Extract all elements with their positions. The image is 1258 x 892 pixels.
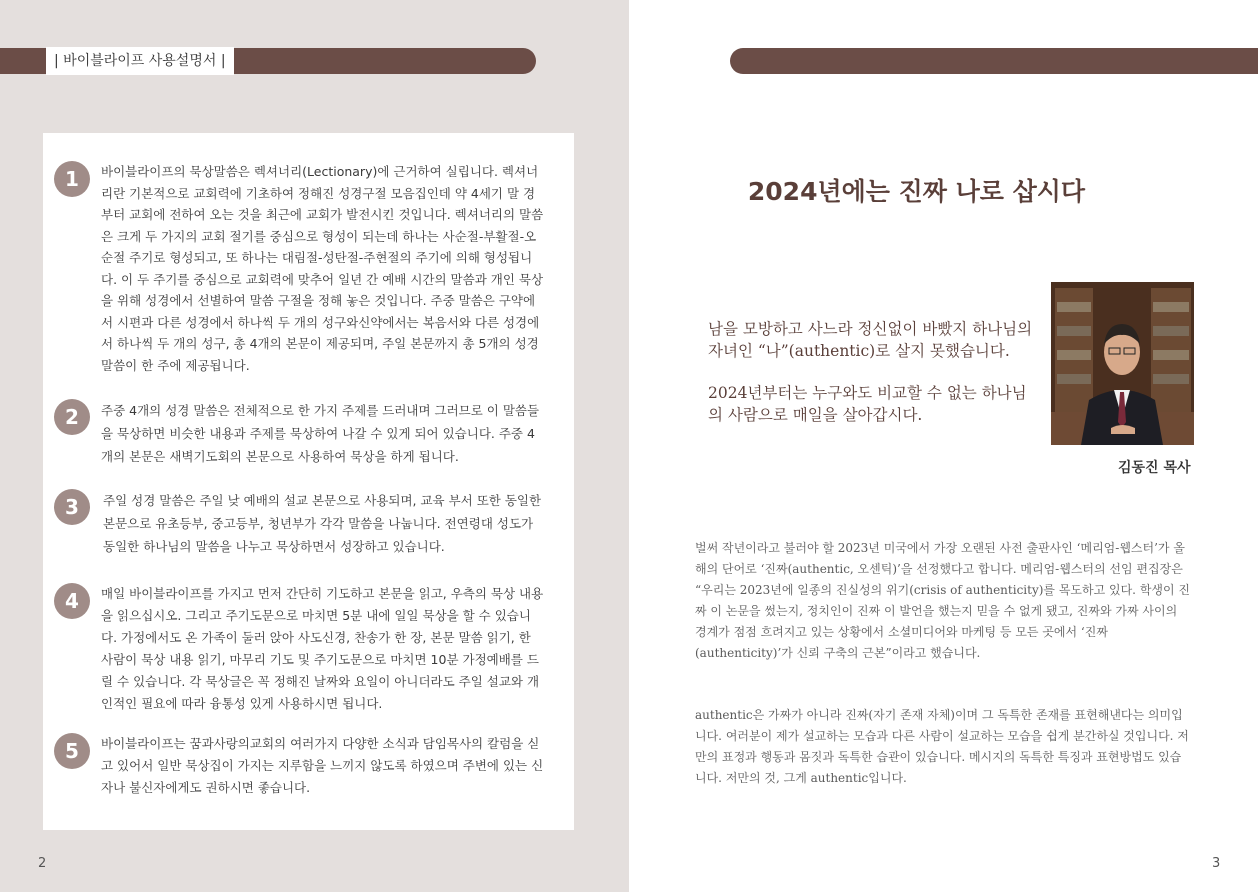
pastor-portrait-image — [1051, 282, 1194, 445]
pull-quote — [708, 318, 1038, 446]
guide-item-text: 바이블라이프의 묵상말씀은 렉셔너리(Lectionary)에 근거하여 실립니다. 렉셔너리란 기본적으로 교회력에 기초하여 정해진 성경구절 모음집인데 약 4세기 말 경부터 교회에 전하여 오는 것을 최근에 교회가 발전시킨 것입니다. 렉셔너리의 말씀은 크게 두 가지의 교회 절기를 중심으로 형성이 되는데 하나는 사순절-부활절-오순절 주기로 형성되고, 또 하나는 대림절-성탄절-주현절의 주기에 의해 형성됩니다. 이 두 주기를 중심으로 교회력에 맞추어 일년 간 예배 시간의 말씀과 개인 묵상을 위해 성경에서 선별하여 말씀 구절을 정해 놓은 것입니다. 주중 말씀은 구약에서 시편과 다른 성경에서 하나씩 두 개의 성구와신약에서는 복음서와 다른 성경에서 하나씩 두 개의 성구, 총 4개의 본문이 제공되며, 주일 본문까지 총 5개의 성경 말씀이 한 주에 제공됩니다. — [101, 164, 544, 373]
guide-item-text: 매일 바이블라이프를 가지고 먼저 간단히 기도하고 본문을 읽고, 우측의 묵상 내용을 읽으십시오. 그리고 주기도문으로 마치면 5분 내에 일일 묵상을 할 수 있습니다. 가정에서도 온 가족이 둘러 앉아 사도신경, 찬송가 한 장, 본문 말씀 읽기, 한 사람이 묵상 내용 읽기, 마무리 기도 및 주기도문으로 마치면 10분 가정예배를 드릴 수 있습니다. 각 묵상글은 꼭 정해진 날짜와 요일이 아니더라도 주일 설교와 개인적인 필요에 따라 융통성 있게 사용하시면 됩니다. — [101, 586, 544, 711]
body-paragraph: authentic은 가짜가 아니라 진짜(자기 존재 자체)이며 그 독특한 존재를 표현해낸다는 의미입니다. 여러분이 제가 설교하는 모습과 다른 사람이 설교하는 모습을 쉽게 분간하실 것입니다. 저만의 표정과 행동과 몸짓과 독특한 습관이 있습니다. 메시지의 독특한 특징과 표현방법도 있습니다. 저만의 것, 그게 authentic입니다. — [695, 708, 1189, 785]
usage-guide-box — [43, 133, 574, 830]
number-badge: 1 — [54, 161, 90, 197]
right-page-number: 3 — [1212, 856, 1221, 871]
guide-item-text: 주중 4개의 성경 말씀은 전체적으로 한 가지 주제를 드러내며 그러므로 이 말씀들을 묵상하면 비슷한 내용과 주제를 묵상하여 나갈 수 있게 되어 있습니다. 주중 4개의 본문은 새벽기도회의 본문으로 사용하여 묵상을 하게 됩니다. — [101, 403, 540, 464]
guide-item-text: 바이블라이프는 꿈과사랑의교회의 여러가지 다양한 소식과 담임목사의 칼럼을 싣고 있어서 일반 묵상집이 가지는 지루함을 느끼지 않도록 하였으며 주변에 있는 신자나 불신자에게도 권하시면 좋습니다. — [101, 736, 544, 795]
column-title: 2024년에는 진짜 나로 삽시다 — [747, 177, 1086, 206]
pastor-photo — [1051, 282, 1194, 445]
number-badge: 3 — [54, 489, 90, 525]
body-paragraph: 벌써 작년이라고 불러야 할 2023년 미국에서 가장 오랜된 사전 출판사인 ‘메리엄-웹스터’가 올해의 단어로 ‘진짜(authentic, 오센틱)’을 선정했다고 합니다. 메리엄-웹스터의 선임 편집장은 “우리는 2023년에 일종의 진실성의 위기(crisis of authenticity)를 목도하고 있다. 학생이 진짜 이 논문을 썼는지, 정치인이 진짜 이 발언을 했는지 믿을 수 없게 됐고, 진짜와 가짜 사이의 경계가 점점 흐려지고 있는 상황에서 소셜미디어와 마케팅 등 모든 곳에서 ‘진짜(authenticity)’가 신뢰 구축의 근본”이라고 했습니다. — [695, 541, 1190, 660]
quote-paragraph: 남을 모방하고 사느라 정신없이 바빴지 하나님의 자녀인 “나”(authentic)로 살지 못했습니다. — [708, 320, 1033, 360]
number-badge: 4 — [54, 583, 90, 619]
number-badge: 5 — [54, 733, 90, 769]
section-label: | 바이블라이프 사용설명서 | — [46, 47, 234, 75]
guide-item-text: 주일 성경 말씀은 주일 낮 예배의 설교 본문으로 사용되며, 교육 부서 또한 동일한 본문으로 유초등부, 중고등부, 청년부가 각각 말씀을 나눕니다. 전연령대 성도가 동일한 하나님의 말씀을 나누고 묵상하면서 성장하고 있습니다. — [103, 493, 542, 554]
right-header-bar — [730, 48, 1258, 74]
photo-caption: 김동진 목사 — [1118, 460, 1191, 476]
quote-paragraph: 2024년부터는 누구와도 비교할 수 없는 하나님의 사람으로 매일을 살아갑시다. — [708, 384, 1027, 424]
left-page-number: 2 — [38, 856, 47, 871]
number-badge: 2 — [54, 399, 90, 435]
